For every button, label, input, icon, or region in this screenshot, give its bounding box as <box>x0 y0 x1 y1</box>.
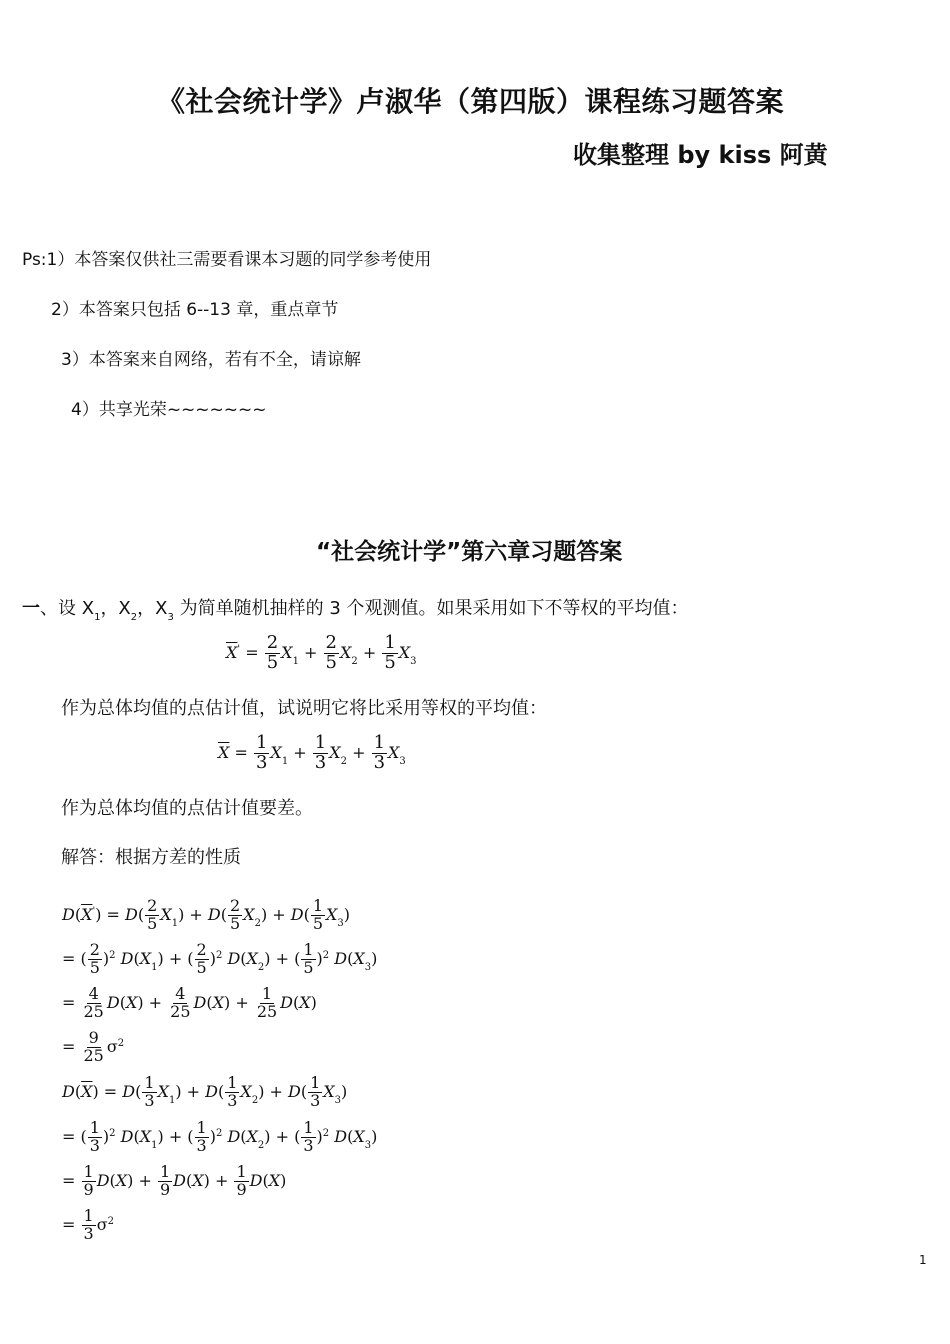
document-title: 《社会统计学》卢淑华（第四版）课程练习题答案 <box>157 85 785 118</box>
intro-text-c: ，X <box>137 598 168 619</box>
intro-sub-2: 2 <box>130 612 138 623</box>
document-subtitle: 收集整理 by kiss 阿黄 <box>573 141 828 169</box>
intro-text-d: 为简单随机抽样的 3 个观测值。如果采用如下不等权的平均值： <box>173 598 689 619</box>
derivation-line-6: = ( $\frac{1}{3}$ )$^2$ $D(X_1)$ + ( $\frac{1}{3}$ )$^2$ $D(X_2)$ + ( $\frac{1}{3}$ )$^2$ $D(X_3)$ <box>62 1118 378 1155</box>
note-4: 4）共享光荣~~~~~~~ <box>71 400 267 420</box>
derivation-line-5: $D(\overline{X}) = D$( $\frac{1}{3}$ $X_1) + D$( $\frac{1}{3}$ $X_2) + D$( $\frac{1}{3}$ $X_3$) <box>62 1073 348 1110</box>
derivation-line-2: = ( $\frac{2}{5}$ )$^2$ $D(X_1)$ + ( $\frac{2}{5}$ )$^2$ $D(X_2)$ + ( $\frac{1}{5}$ )$^2$ $D(X_3)$ <box>62 940 378 977</box>
derivation-line-7: = $\frac{1}{9}$ D(X) + $\frac{1}{9}$ D(X) + $\frac{1}{9}$ D(X) <box>62 1162 287 1199</box>
derivation-line-1: $D(\overline{X}') = D$( $\frac{2}{5}$ $X_1) + D$( $\frac{2}{5}$ $X_2) + D$( $\frac{1}{5}$ $X_3$) <box>62 896 351 933</box>
note-3: 3）本答案来自网络，若有不全，请谅解 <box>61 350 361 370</box>
note-2: 2）本答案只包括 6--13 章，重点章节 <box>51 300 339 320</box>
intro-text-a: 、设 X <box>40 598 95 619</box>
formula-equal-mean: $\overline{X}$ = $\frac{1}{3}$ $X_1$ + $\frac{1}{3}$ $X_2$ + $\frac{1}{3}$ $X_3$ <box>218 732 406 773</box>
chapter-heading: “社会统计学”第六章习题答案 <box>316 539 623 565</box>
intro-sub-3: 3 <box>167 612 174 623</box>
note-1: Ps:1）本答案仅供社三需要看课本习题的同学参考使用 <box>22 250 432 270</box>
derivation-line-4: = $\frac{9}{25}$ $\sigma^2$ <box>62 1028 125 1065</box>
intro-text-b: ，X <box>100 598 131 619</box>
answer-label: 解答：根据方差的性质 <box>61 847 241 868</box>
question-number: 一 <box>22 598 40 619</box>
intro-sub-1: 1 <box>94 612 101 623</box>
question-line-2: 作为总体均值的点估计值，试说明它将比采用等权的平均值： <box>61 698 547 719</box>
derivation-line-8: = $\frac{1}{3}$ $\sigma^2$ <box>62 1206 114 1243</box>
question-intro <box>22 594 689 623</box>
formula-weighted-mean: $\overline{X}'$ = $\frac{2}{5}$ $X_1$ + $\frac{2}{5}$ $X_2$ + $\frac{1}{5}$ $X_3$ <box>226 632 417 673</box>
page-number: 1 <box>919 1253 927 1267</box>
question-line-3: 作为总体均值的点估计值要差。 <box>61 798 313 819</box>
derivation-line-3: = $\frac{4}{25}$ D(X) + $\frac{4}{25}$ D(X) + $\frac{1}{25}$ D(X) <box>62 984 317 1021</box>
